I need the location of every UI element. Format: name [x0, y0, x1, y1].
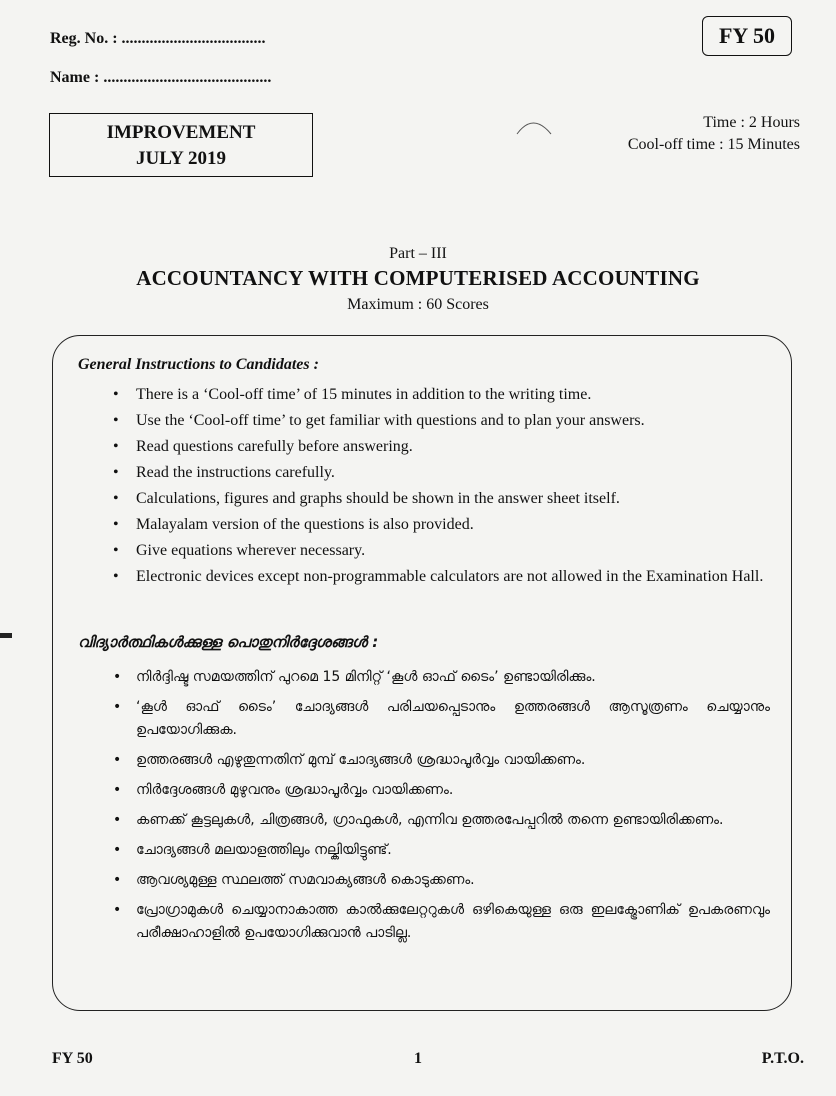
- bullet-icon: •: [113, 812, 122, 828]
- subject-title: ACCOUNTANCY WITH COMPUTERISED ACCOUNTING: [136, 266, 700, 290]
- bullet-icon: •: [113, 516, 119, 533]
- bullet-icon: •: [113, 669, 122, 685]
- bullet-icon: •: [113, 902, 122, 918]
- bullet-icon: •: [113, 568, 119, 585]
- exam-type: IMPROVEMENT: [106, 122, 256, 143]
- exam-session-box: [49, 113, 313, 177]
- list-item: • നിർദ്ദിഷ്ട സമയത്തിന് പുറമെ 15 മിനിറ്റ് ‘കൂൾ ഓഫ് ടൈം’ ഉണ്ടായിരിക്കും.: [108, 666, 770, 689]
- pto-label: P.T.O.: [761, 1050, 804, 1067]
- instructions-list-ml: [108, 666, 770, 952]
- page-number: 1: [414, 1050, 422, 1067]
- list-item: • ആവശ്യമുള്ള സ്ഥലത്ത് സമവാക്യങ്ങൾ കൊടുക്കണം.: [108, 869, 770, 892]
- list-item: • Read the instructions carefully.: [113, 464, 335, 481]
- duration: Time : 2 Hours: [703, 114, 800, 131]
- bullet-icon: •: [113, 752, 122, 768]
- list-item: • പ്രോഗ്രാമുകൾ ചെയ്യാനാകാത്ത കാൽക്കുലേറ്ററുകൾ ഒഴികെയുള്ള ഒരു ഇലക്ട്രോണിക് ഉപകരണവും പരീക്ഷാഹാളിൽ ഉപയോഗിക്കുവാൻ പാടില്ല.: [108, 899, 770, 945]
- max-score: Maximum : 60 Scores: [347, 296, 489, 313]
- bullet-icon: •: [113, 872, 122, 888]
- instructions-heading-ml: വിദ്യാർത്ഥികൾക്കുള്ള പൊതുനിർദ്ദേശങ്ങൾ :: [78, 633, 379, 651]
- list-item: • Give equations wherever necessary.: [113, 542, 366, 559]
- list-item: • കണക്ക് കൂട്ടലുകൾ, ചിത്രങ്ങൾ, ഗ്രാഫുകൾ, എന്നിവ ഉത്തരപേപ്പറിൽ തന്നെ ഉണ്ടായിരിക്കണം.: [108, 809, 770, 832]
- part-label: Part – III: [389, 245, 447, 262]
- list-item: • നിർദ്ദേശങ്ങൾ മുഴുവനും ശ്രദ്ധാപൂർവ്വം വായിക്കണം.: [108, 779, 770, 802]
- bullet-icon: •: [113, 782, 122, 798]
- bullet-icon: •: [113, 542, 119, 559]
- bullet-icon: •: [113, 412, 119, 429]
- name-field: Name : ..........................................: [50, 69, 272, 86]
- bullet-icon: •: [113, 438, 119, 455]
- list-item: • ഉത്തരങ്ങൾ എഴുതുന്നതിന് മുമ്പ് ചോദ്യങ്ങൾ ശ്രദ്ധാപൂർവ്വം വായിക്കണം.: [108, 749, 770, 772]
- exam-date: JULY 2019: [136, 148, 226, 169]
- list-item: • ചോദ്യങ്ങൾ മലയാളത്തിലും നല്കിയിട്ടുണ്ട്.: [108, 839, 770, 862]
- list-item: • There is a ‘Cool-off time’ of 15 minutes in addition to the writing time.: [113, 386, 592, 403]
- bullet-icon: •: [113, 490, 119, 507]
- list-item: • Malayalam version of the questions is also provided.: [113, 516, 474, 533]
- bullet-icon: •: [113, 386, 119, 403]
- list-item: • Use the ‘Cool-off time’ to get familiar with questions and to plan your answers.: [113, 412, 645, 429]
- list-item: • ‘കൂൾ ഓഫ് ടൈം’ ചോദ്യങ്ങൾ പരിചയപ്പെടാനും ഉത്തരങ്ങൾ ആസൂത്രണം ചെയ്യാനും ഉപയോഗിക്കുക.: [108, 696, 770, 742]
- list-item: • Read questions carefully before answering.: [113, 438, 413, 455]
- footer-paper-code: FY 50: [52, 1050, 93, 1067]
- margin-mark: [0, 633, 12, 638]
- time-info: [628, 112, 800, 156]
- list-item: • Calculations, figures and graphs should be shown in the answer sheet itself.: [113, 490, 620, 507]
- instructions-list-en: [108, 384, 768, 592]
- instructions-heading-en: General Instructions to Candidates :: [78, 356, 319, 373]
- bullet-icon: •: [113, 464, 119, 481]
- list-item: • Electronic devices except non-programmable calculators are not allowed in the Examination Hall.: [113, 568, 764, 585]
- paper-code-box: FY 50: [702, 16, 792, 56]
- bullet-icon: •: [113, 699, 122, 715]
- cool-off-time: Cool-off time : 15 Minutes: [627, 136, 800, 153]
- reg-no-field: Reg. No. : ....................................: [50, 30, 266, 47]
- bullet-icon: •: [113, 842, 122, 858]
- pen-mark: [515, 116, 555, 138]
